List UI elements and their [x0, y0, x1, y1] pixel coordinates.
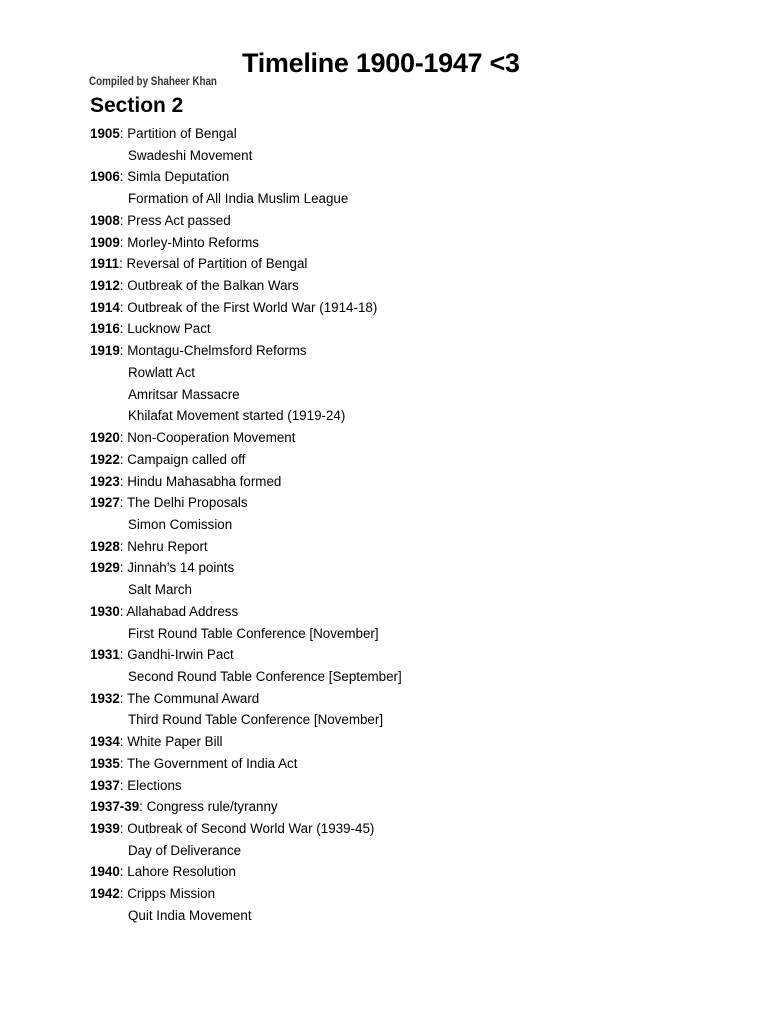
timeline-entry	[90, 492, 402, 514]
timeline-year: 1934	[90, 734, 120, 750]
timeline-event: Outbreak of the Balkan Wars	[127, 278, 299, 294]
timeline-event: Lahore Resolution	[127, 864, 236, 880]
timeline-year: 1922	[90, 451, 120, 467]
timeline-event: Third Round Table Conference [November]	[128, 712, 384, 728]
timeline-entry	[90, 536, 402, 558]
timeline-year: 1905	[90, 126, 120, 141]
timeline-event: Swadeshi Movement	[128, 147, 253, 163]
timeline-event: Salt March	[128, 582, 192, 598]
timeline-separator: :	[119, 234, 128, 250]
compiled-by-credit: Compiled by Shaheer Khan	[89, 74, 217, 88]
timeline-year: 1914	[90, 299, 120, 315]
timeline-year: 1930	[90, 603, 120, 619]
timeline-year: 1906	[90, 169, 120, 185]
timeline-event: Formation of All India Muslim League	[128, 191, 349, 207]
timeline-entry-continuation	[90, 579, 402, 601]
timeline-year: 1940	[90, 864, 120, 880]
timeline-event: Jinnah’s 14 points	[127, 560, 235, 576]
timeline-entry	[90, 775, 402, 797]
timeline-year: 1923	[90, 473, 120, 489]
timeline-year: 1937-39	[90, 799, 140, 815]
timeline-event: Second Round Table Conference [September]	[128, 668, 402, 684]
timeline-separator: :	[119, 647, 128, 663]
timeline-event: Allahabad Address	[126, 603, 239, 619]
timeline-entry	[90, 318, 402, 340]
timeline-year: 1929	[90, 560, 120, 576]
timeline-year: 1928	[90, 538, 120, 554]
timeline-entry-continuation	[90, 362, 402, 384]
timeline-separator: :	[119, 430, 128, 446]
timeline-event: Cripps Mission	[127, 886, 216, 902]
timeline-entry-continuation	[90, 384, 402, 406]
timeline-separator: :	[119, 451, 128, 467]
timeline-entry-continuation	[90, 405, 402, 427]
timeline-entry	[90, 123, 402, 145]
timeline-event: Amritsar Massacre	[128, 386, 240, 402]
section-heading: Section 2	[90, 94, 184, 117]
timeline-separator: :	[119, 821, 128, 836]
timeline-entry-continuation	[90, 905, 402, 927]
timeline-year: 1932	[90, 690, 120, 706]
timeline-year: 1920	[90, 430, 120, 446]
timeline-entry	[90, 557, 402, 579]
timeline-entry	[90, 210, 402, 232]
timeline-event: Morley-Minto Reforms	[127, 234, 259, 250]
timeline-separator: :	[119, 603, 127, 619]
timeline-separator: :	[119, 560, 128, 576]
timeline-year: 1916	[90, 321, 120, 337]
timeline-separator: :	[119, 212, 128, 228]
timeline-event: Lucknow Pact	[127, 321, 211, 337]
timeline-separator: :	[119, 473, 128, 489]
timeline-entry-continuation	[90, 709, 402, 731]
timeline-entry-continuation	[90, 188, 402, 210]
timeline-separator: :	[119, 777, 128, 793]
timeline-entry-continuation	[90, 840, 402, 862]
timeline-entry	[90, 449, 402, 471]
timeline-year: 1911	[90, 256, 120, 272]
timeline-event: The Communal Award	[127, 690, 260, 706]
timeline-year: 1919	[90, 343, 120, 359]
timeline-entry	[90, 166, 402, 188]
timeline-separator: :	[119, 126, 128, 141]
timeline-event: Outbreak of the First World War (1914-18)	[127, 299, 378, 315]
timeline-event: Quit India Movement	[128, 907, 252, 923]
timeline-entry	[90, 275, 402, 297]
timeline-year: 1912	[90, 278, 120, 294]
timeline-entry	[90, 232, 402, 254]
timeline-year: 1909	[90, 234, 120, 250]
timeline-entry	[90, 688, 402, 710]
timeline-entry-continuation	[90, 514, 402, 536]
timeline-separator: :	[119, 886, 128, 902]
timeline-separator: :	[119, 169, 128, 185]
timeline-separator: :	[119, 321, 128, 337]
timeline-event: Nehru Report	[127, 538, 208, 554]
timeline-event: First Round Table Conference [November]	[128, 625, 379, 641]
timeline-entry	[90, 753, 402, 775]
timeline-event: Partition of Bengal	[127, 126, 237, 141]
timeline-event: Rowlatt Act	[128, 364, 195, 380]
timeline-entry	[90, 427, 402, 449]
timeline-entry-continuation	[90, 666, 402, 688]
timeline-entry	[90, 861, 402, 883]
timeline-entry	[90, 731, 402, 753]
timeline-separator: :	[119, 299, 128, 315]
timeline-event: Reversal of Partition of Bengal	[126, 256, 308, 272]
timeline-entry	[90, 340, 402, 362]
timeline-separator: :	[139, 799, 147, 815]
timeline-event: Non-Cooperation Movement	[127, 430, 296, 446]
timeline-separator: :	[119, 538, 128, 554]
timeline-year: 1937	[90, 777, 120, 793]
timeline-year: 1931	[90, 647, 120, 663]
timeline-separator: :	[119, 690, 127, 706]
timeline-entry	[90, 297, 402, 319]
timeline-event: Press Act passed	[127, 212, 231, 228]
timeline-separator: :	[119, 495, 127, 511]
timeline-entry	[90, 644, 402, 666]
timeline-event: Elections	[127, 777, 182, 793]
timeline-year: 1927	[90, 495, 120, 511]
timeline-separator: :	[119, 343, 128, 359]
timeline-entry	[90, 471, 402, 493]
timeline-entry	[90, 796, 402, 818]
timeline-event: Simla Deputation	[127, 169, 230, 185]
document-title: Timeline 1900-1947 <3	[242, 48, 520, 78]
timeline-event: Simon Comission	[128, 516, 233, 532]
timeline-event: Outbreak of Second World War (1939-45)	[127, 821, 375, 836]
timeline-separator: :	[119, 256, 127, 272]
timeline-year: 1942	[90, 886, 120, 902]
timeline-entry	[90, 883, 402, 905]
timeline-event: White Paper Bill	[127, 734, 223, 750]
timeline-entry	[90, 818, 402, 840]
timeline-event: Campaign called off	[127, 451, 246, 467]
timeline-event: Montagu-Chelmsford Reforms	[127, 343, 307, 359]
timeline-entry	[90, 253, 402, 275]
timeline-event: Day of Deliverance	[128, 842, 242, 858]
timeline-separator: :	[119, 755, 127, 771]
timeline-separator: :	[119, 734, 128, 750]
timeline-year: 1935	[90, 755, 120, 771]
timeline-year: 1908	[90, 212, 120, 228]
timeline-event: Gandhi-Irwin Pact	[127, 647, 234, 663]
timeline-event: Khilafat Movement started (1919-24)	[128, 408, 346, 424]
timeline-event: Congress rule/tyranny	[146, 799, 278, 815]
timeline-event: Hindu Mahasabha formed	[127, 473, 282, 489]
timeline-entry-continuation	[90, 623, 402, 645]
timeline-entry-continuation	[90, 145, 402, 167]
timeline-separator: :	[119, 864, 128, 880]
timeline-event: The Delhi Proposals	[127, 495, 248, 511]
timeline-separator: :	[119, 278, 128, 294]
timeline-event: The Government of India Act	[127, 755, 298, 771]
timeline-entry	[90, 601, 402, 623]
timeline-list	[90, 123, 402, 927]
timeline-year: 1939	[90, 821, 120, 836]
